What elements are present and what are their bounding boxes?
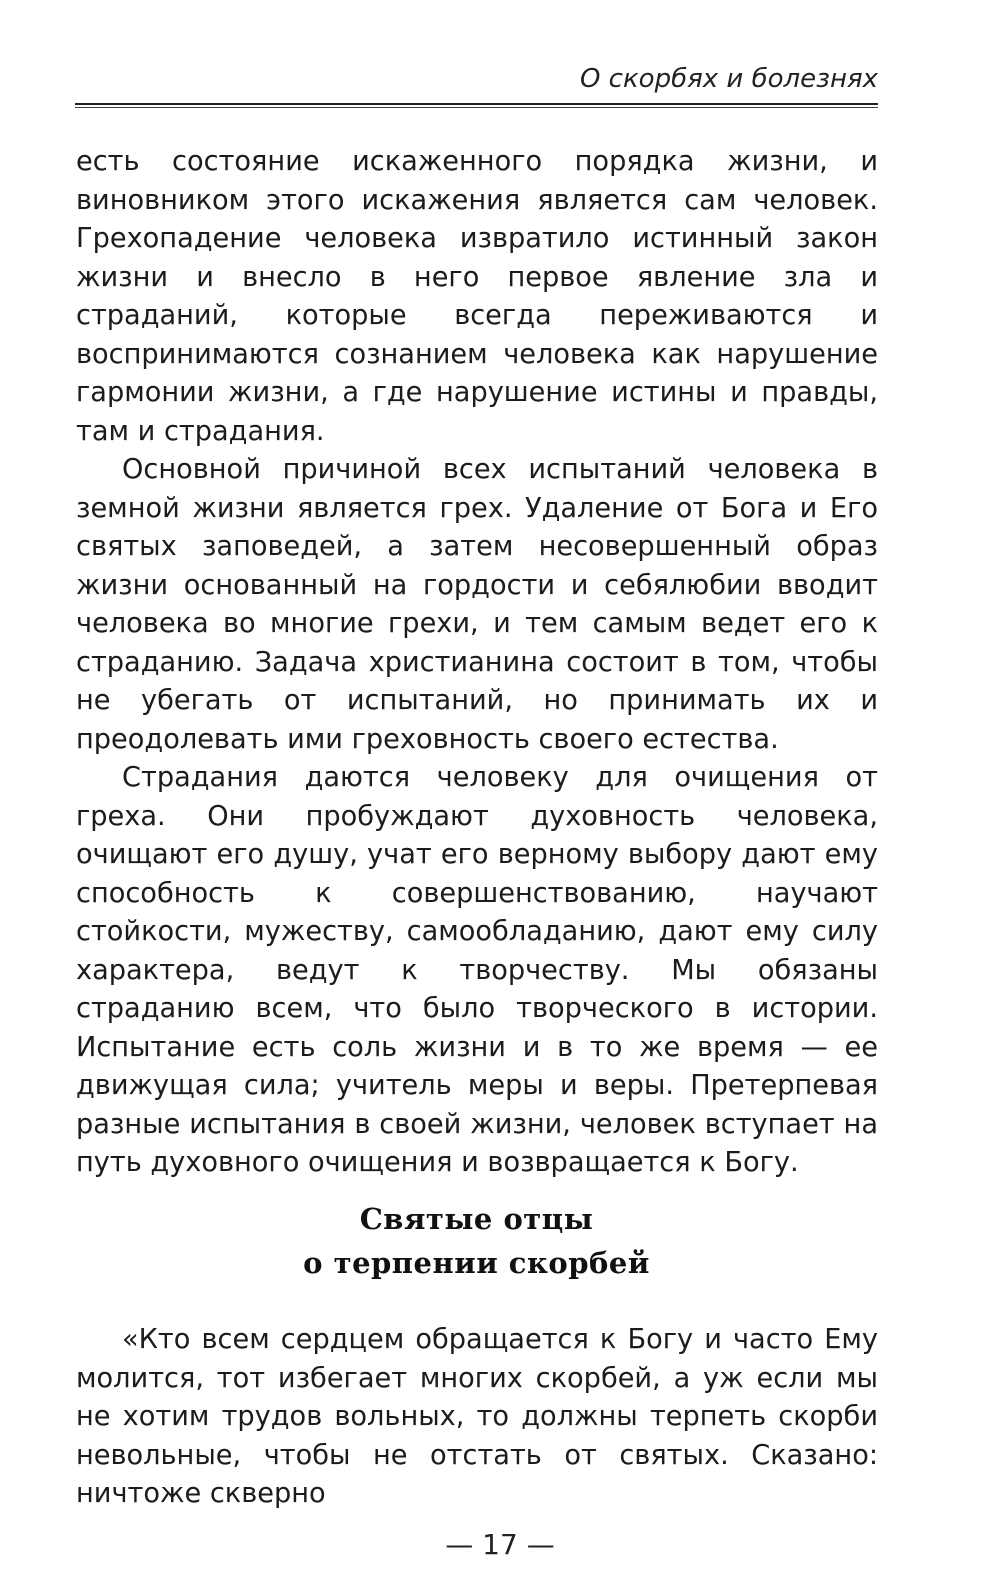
header-rule <box>75 103 878 105</box>
section-heading-line-1: Святые отцы <box>359 1202 594 1236</box>
running-header-title: О скорбях и болезнях <box>579 64 878 94</box>
section-heading <box>75 1197 878 1285</box>
quote-paragraph: «Кто всем сердцем обращается к Богу и часто Ему молится, тот избегает многих скорбей, а уж если мы не хотим трудов вольных, то должны терпеть скорби невольные, чтобы не отстать от святых. Сказано: ничтоже скверно <box>76 1324 878 1509</box>
quote-text-block <box>76 1321 878 1514</box>
paragraph: Страдания даются человеку для очищения от греха. Они пробуждают духовность человека, очищают его душу, учат его верному выбору дают ему способность к совершенствованию, научают стойкости, мужеству, самообладанию, дают ему силу характера, ведут к творчеству. Мы обязаны страданию всем, что было творческого в истории. Испытание есть соль жизни и в то же время — ее движущая сила; учитель меры и веры. Претерпевая разные испытания в своей жизни, человек вступает на путь духовного очищения и возвращается к Богу. <box>76 762 878 1178</box>
section-heading-line-2: о терпении скорбей <box>303 1246 650 1280</box>
paragraph: Основной причиной всех испытаний человека в земной жизни является грех. Удаление от Бога и Его святых заповедей, а затем несовершенный образ жизни основанный на гордости и себялюбии вводит человека во многие грехи, и тем самым ведет его к страданию. Задача христианина состоит в том, чтобы не убегать от испытаний, но принимать их и преодолевать ими греховность своего естества. <box>76 454 878 755</box>
header-rule-thin <box>75 107 878 108</box>
paragraph-continued: есть состояние искаженного порядка жизни, и виновником этого искажения является сам человек. Грехопадение человека извратило истинный закон жизни и внесло в него первое явление зла и страданий, которые всегда переживаются и воспринимаются сознанием человека как нарушение гармонии жизни, а где нарушение истины и правды, там и страдания. <box>76 146 878 447</box>
main-text-block <box>76 143 878 1183</box>
page-number: — 17 — <box>445 1528 555 1561</box>
